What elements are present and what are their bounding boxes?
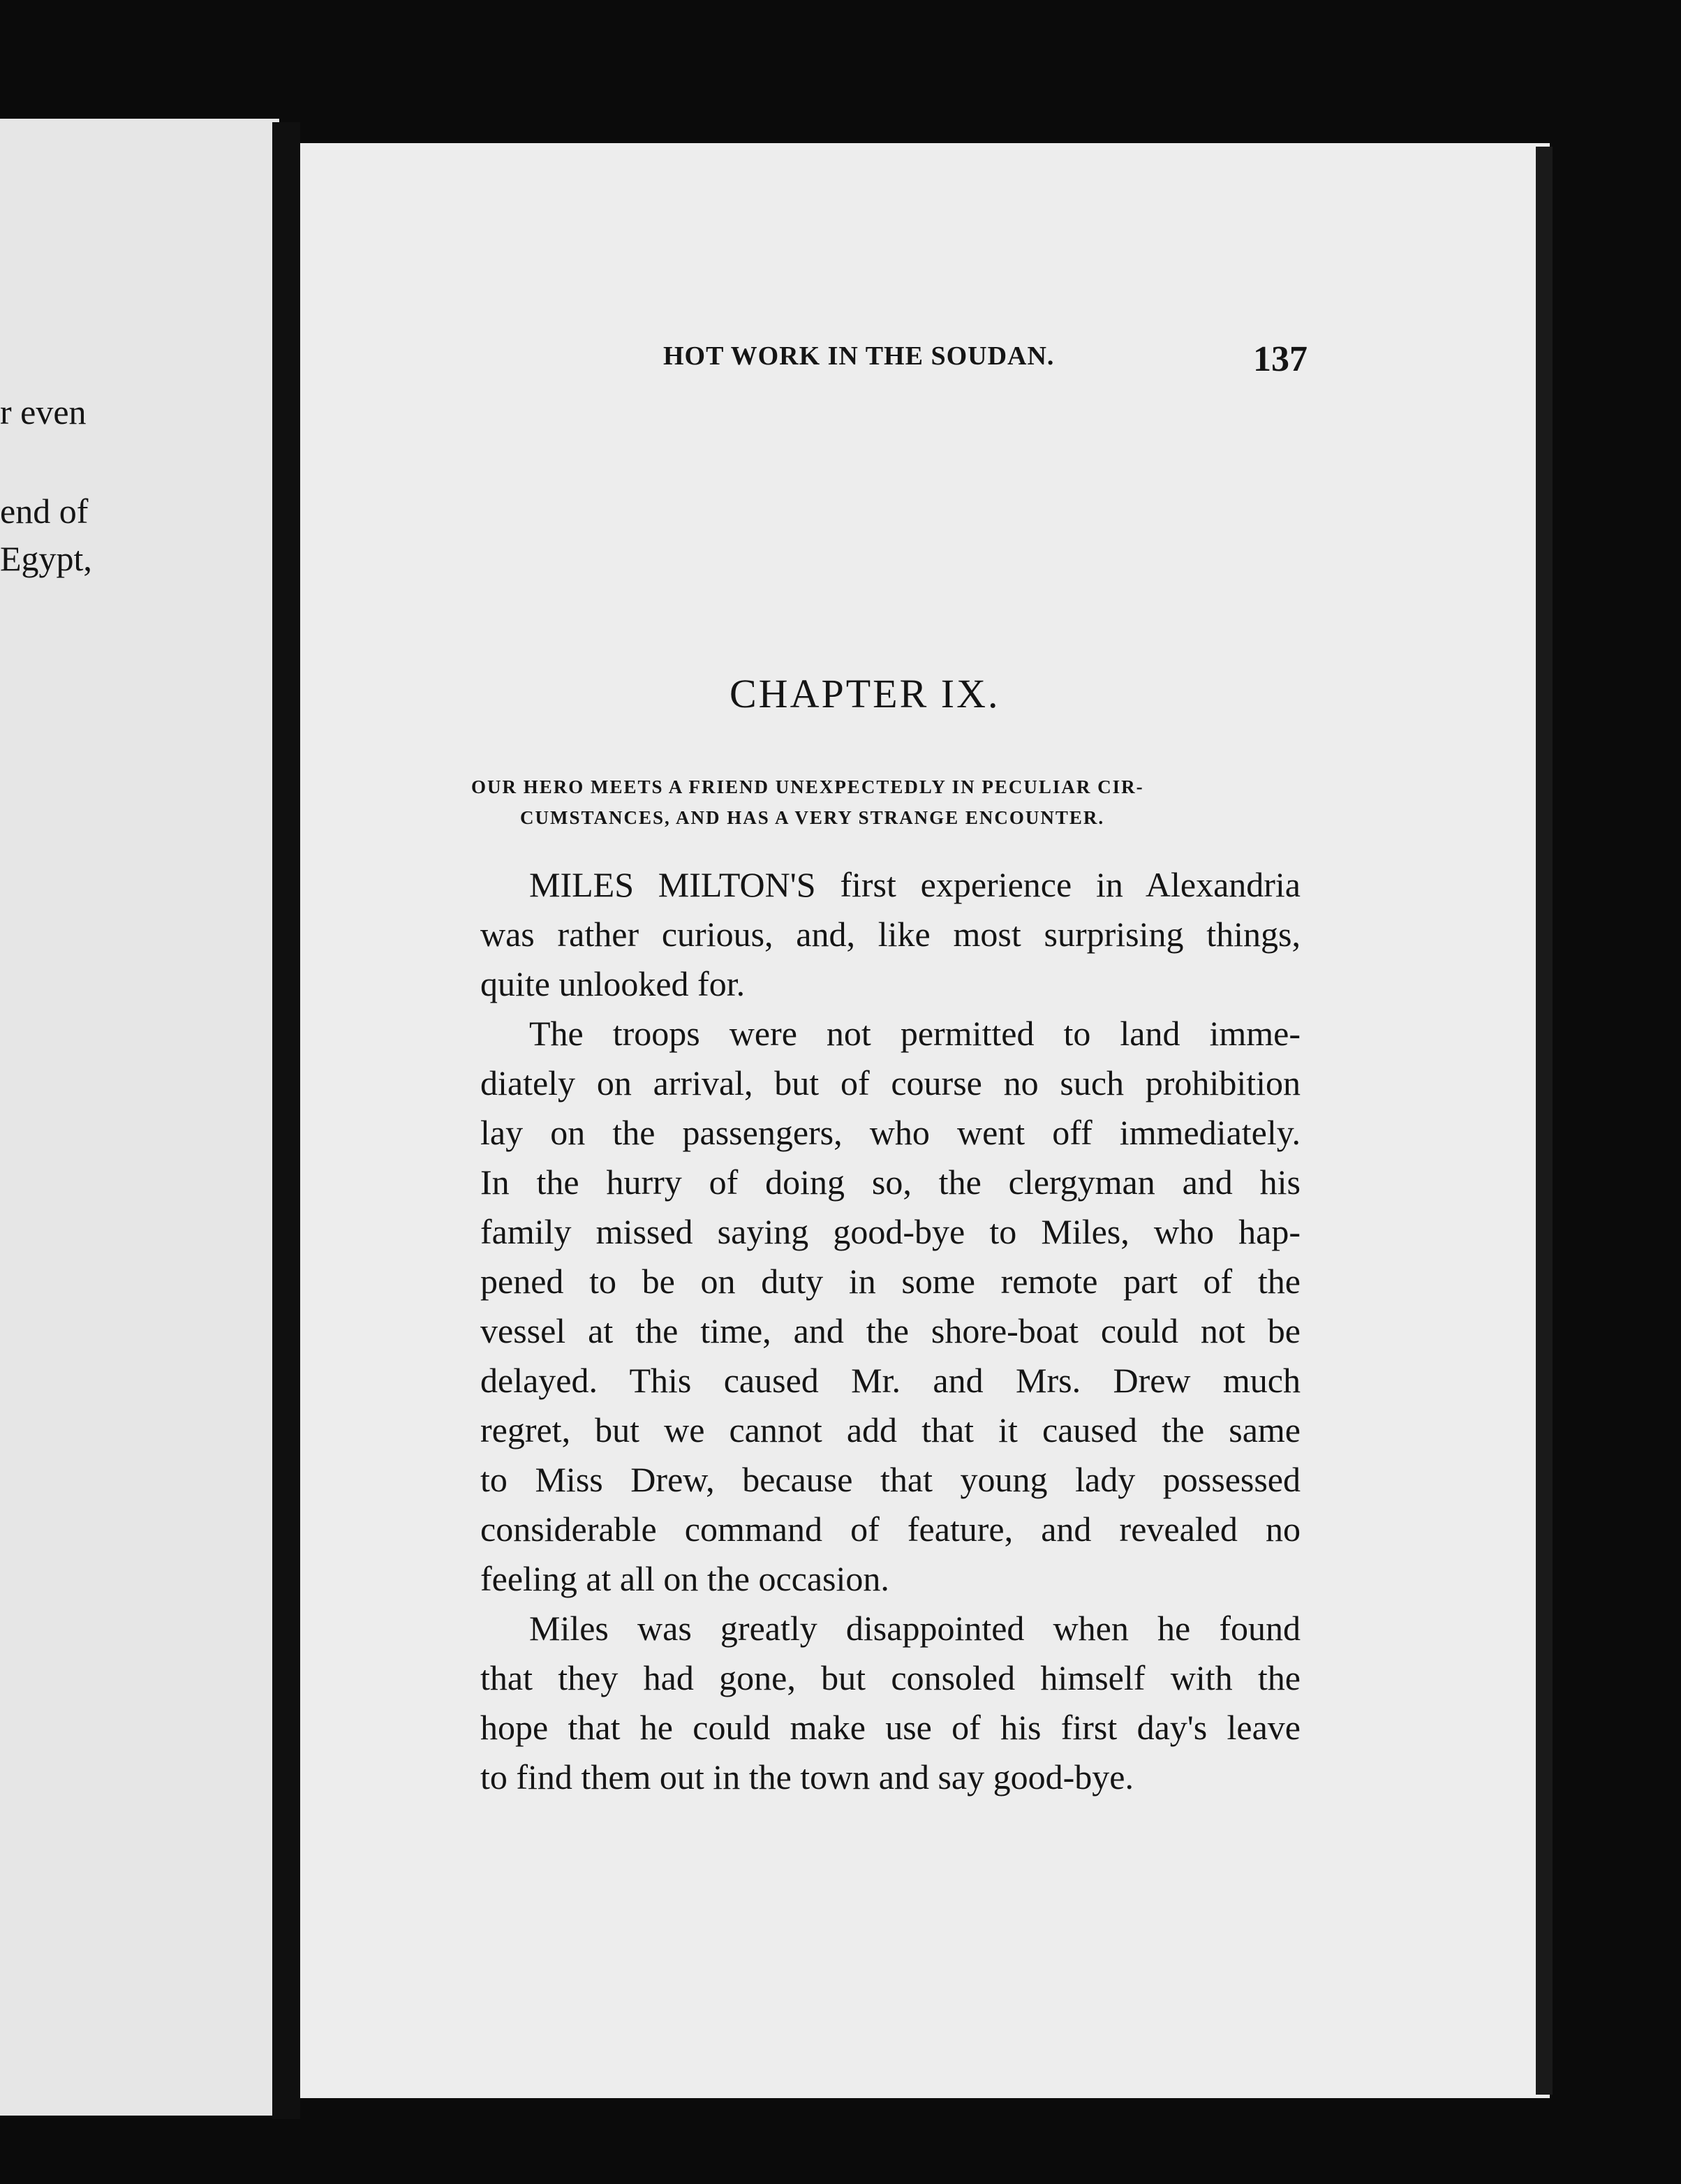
facing-page-fragment: Egypt, — [0, 539, 92, 578]
text-line: diately on arrival, but of course no such prohibition — [480, 1063, 1301, 1102]
text-line: considerable command of feature, and revealed no — [480, 1510, 1301, 1549]
text-line: The troops were not permitted to land imme- — [529, 1014, 1301, 1053]
text-line: regret, but we cannot add that it caused the same — [480, 1410, 1301, 1449]
paragraph — [431, 860, 1301, 1009]
chapter-summary — [471, 772, 1288, 833]
summary-line: CUMSTANCES, AND HAS A VERY STRANGE ENCOUNTER. — [520, 807, 1105, 828]
paragraph — [431, 1009, 1301, 1604]
text-line: vessel at the time, and the shore-boat could not be — [480, 1311, 1301, 1350]
text-line: to find them out in the town and say good-bye. — [480, 1757, 1134, 1796]
page-edge-shadow — [1536, 147, 1553, 2095]
text-line: to Miss Drew, because that young lady possessed — [480, 1460, 1301, 1499]
running-title: HOT WORK IN THE SOUDAN. — [663, 341, 1055, 371]
facing-page-fragment: end of — [0, 492, 89, 531]
text-line: Miles was greatly disappointed when he found — [529, 1609, 1301, 1648]
facing-page-left — [0, 119, 279, 2116]
text-line: pened to be on duty in some remote part of the — [480, 1262, 1301, 1301]
text-line: family missed saying good-bye to Miles, who hap- — [480, 1212, 1301, 1251]
text-line: delayed. This caused Mr. and Mrs. Drew much — [480, 1361, 1301, 1400]
text-line: that they had gone, but consoled himself with the — [480, 1658, 1301, 1697]
paragraph — [431, 1604, 1301, 1802]
text-line: feeling at all on the occasion. — [480, 1559, 889, 1598]
text-line: MILES MILTON'S first experience in Alexandria — [529, 865, 1301, 904]
summary-line: OUR HERO MEETS A FRIEND UNEXPECTEDLY IN PECULIAR CIR- — [471, 776, 1144, 797]
facing-page-fragment: r even — [0, 392, 87, 431]
chapter-title: CHAPTER IX. — [730, 671, 1000, 716]
text-line: In the hurry of doing so, the clergyman and his — [480, 1163, 1301, 1202]
text-line: hope that he could make use of his first day's leave — [480, 1708, 1301, 1747]
page-number: 137 — [1253, 339, 1308, 379]
text-line: quite unlooked for. — [480, 964, 746, 1003]
text-line: lay on the passengers, who went off immediately. — [480, 1113, 1301, 1152]
book-gutter — [272, 122, 300, 2119]
chapter-body — [431, 860, 1301, 1802]
text-line: was rather curious, and, like most surprising things, — [480, 915, 1301, 954]
